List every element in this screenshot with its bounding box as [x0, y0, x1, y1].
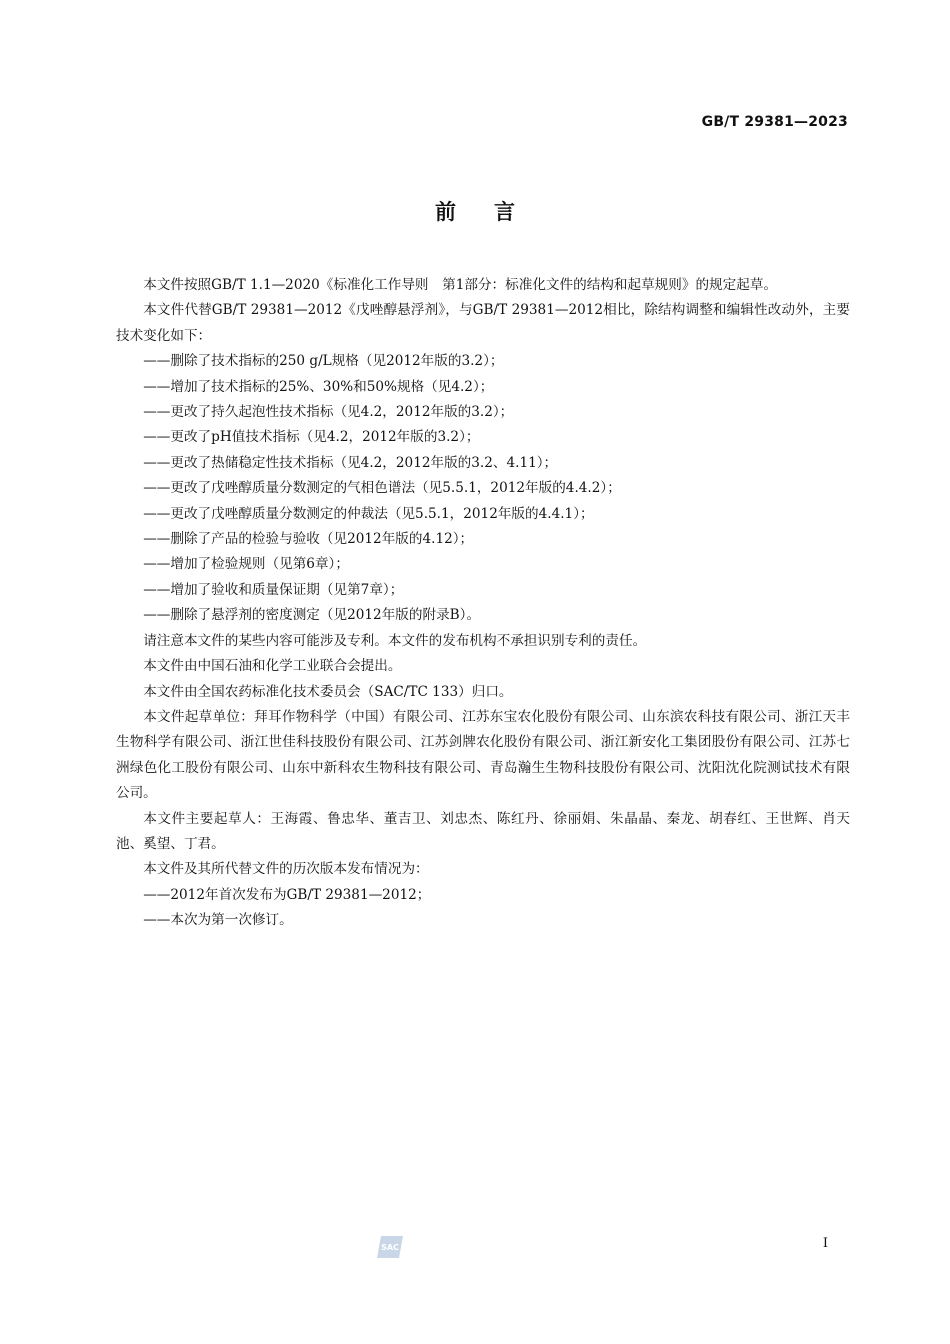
paragraph: 本文件按照GB/T 1.1—2020《标准化工作导则 第1部分：标准化文件的结构和起草规则》的规定起草。	[143, 277, 778, 293]
list-item: ——本次为第一次修订。	[143, 912, 293, 929]
sac-logo-icon	[375, 1234, 405, 1260]
list-item: ——更改了戊唑醇质量分数测定的仲裁法（见5.5.1，2012年版的4.4.1）；	[143, 505, 594, 522]
list-item: ——删除了产品的检验与验收（见2012年版的4.12）；	[143, 531, 474, 548]
list-item: ——删除了技术指标的250 g/L规格（见2012年版的3.2）；	[143, 353, 504, 370]
document-body	[116, 273, 850, 934]
paragraph: 本文件主要起草人：王海霞、鲁忠华、董吉卫、刘忠杰、陈红丹、徐丽娟、朱晶晶、秦龙、胡春红、王世辉、肖天池、奚望、丁君。	[116, 810, 850, 852]
list-item: ——2012年首次发布为GB/T 29381—2012；	[143, 886, 431, 903]
paragraph: 请注意本文件的某些内容可能涉及专利。本文件的发布机构不承担识别专利的责任。	[143, 632, 647, 649]
page-number: I	[822, 1236, 828, 1251]
list-item: ——更改了戊唑醇质量分数测定的气相色谱法（见5.5.1，2012年版的4.4.2）；	[143, 480, 621, 497]
list-item: ——更改了持久起泡性技术指标（见4.2，2012年版的3.2）；	[143, 404, 514, 421]
list-item: ——更改了热储稳定性技术指标（见4.2，2012年版的3.2、4.11）；	[143, 454, 558, 471]
list-item: ——增加了技术指标的25%、30%和50%规格（见4.2）；	[143, 378, 494, 395]
paragraph: 本文件代替GB/T 29381—2012《戊唑醇悬浮剂》，与GB/T 29381—2012相比，除结构调整和编辑性改动外，主要技术变化如下：	[116, 302, 850, 344]
list-item: ——删除了悬浮剂的密度测定（见2012年版的附录B）。	[143, 607, 481, 624]
paragraph: 本文件由全国农药标准化技术委员会（SAC/TC 133）归口。	[143, 683, 513, 700]
paragraph: 本文件及其所代替文件的历次版本发布情况为：	[143, 861, 429, 878]
paragraph: 本文件起草单位：拜耳作物科学（中国）有限公司、江苏东宝农化股份有限公司、山东滨农科技有限公司、浙江天丰生物科学有限公司、浙江世佳科技股份有限公司、江苏剑牌农化股份有限公司、浙江新安化工集团股份有限公司、江苏七洲绿色化工股份有限公司、山东中新科农生物科技有限公司、青岛瀚生生物科技股份有限公司、沈阳沈化院测试技术有限公司。	[116, 708, 850, 802]
list-item: ——增加了检验规则（见第6章）；	[143, 556, 349, 573]
paragraph: 本文件由中国石油和化学工业联合会提出。	[143, 658, 402, 675]
standard-number: GB/T 29381—2023	[701, 114, 848, 130]
list-item: ——增加了验收和质量保证期（见第7章）；	[143, 581, 404, 598]
list-item: ——更改了pH值技术指标（见4.2，2012年版的3.2）；	[143, 429, 480, 446]
logo-text: SAC	[381, 1243, 399, 1252]
page-title: 前言	[435, 200, 553, 224]
